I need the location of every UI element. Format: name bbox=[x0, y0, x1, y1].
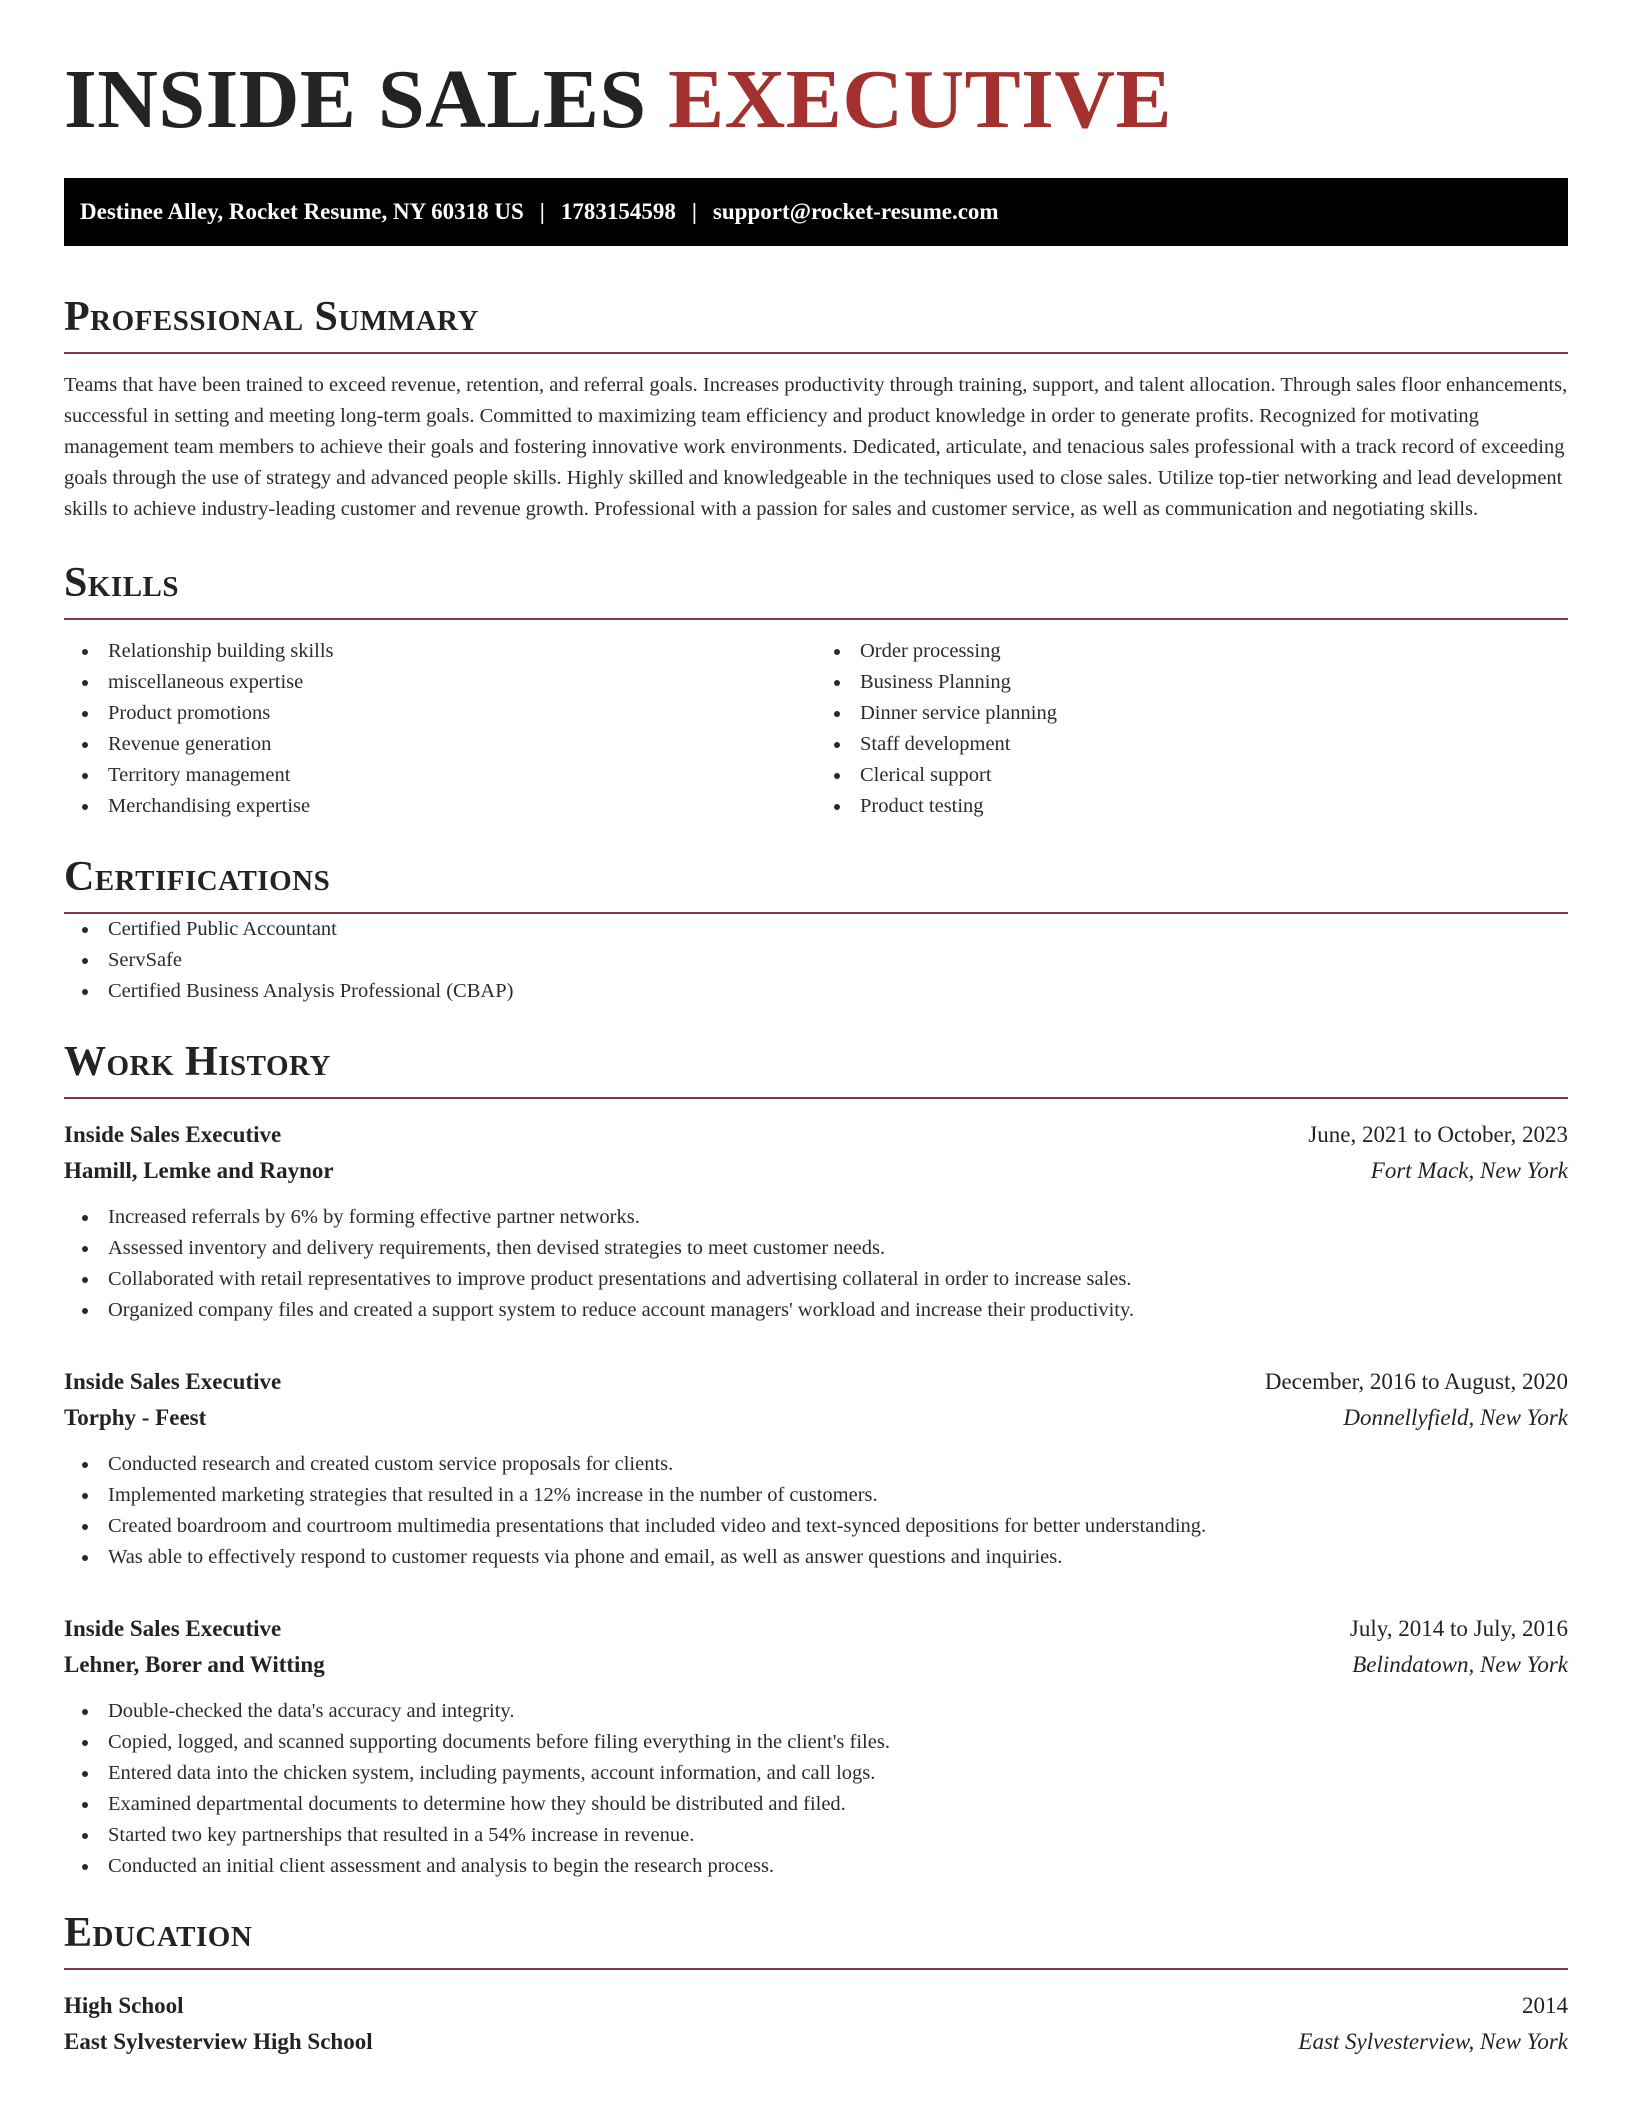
job-company-row bbox=[64, 1153, 1568, 1189]
job-title: Inside Sales Executive bbox=[64, 1616, 282, 1641]
education-location: East Sylvesterview, New York bbox=[1298, 2029, 1568, 2054]
job-dates: December, 2016 to August, 2020 bbox=[1264, 1369, 1568, 1394]
job-bullet: Organized company files and created a support system to reduce account managers' workload and increase their productivity. bbox=[80, 1295, 1568, 1326]
job-bullet: Increased referrals by 6% by forming effective partner networks. bbox=[80, 1202, 1568, 1233]
summary-section bbox=[64, 296, 1568, 525]
contact-address: Destinee Alley, Rocket Resume, NY 60318 US bbox=[80, 199, 524, 224]
education-section bbox=[64, 1912, 1568, 2060]
job-company: Torphy - Feest bbox=[64, 1405, 207, 1430]
job-dates: July, 2014 to July, 2016 bbox=[1349, 1616, 1568, 1641]
contact-separator: | bbox=[539, 199, 545, 224]
job-bullet: Collaborated with retail representatives to improve product presentations and advertising collateral in order to increase sales. bbox=[80, 1264, 1568, 1295]
work-history-section bbox=[64, 1041, 1568, 1882]
contact-separator: | bbox=[691, 199, 697, 224]
resume-title bbox=[64, 53, 1568, 146]
job-company: Hamill, Lemke and Raynor bbox=[64, 1158, 334, 1183]
job-bullet: Created boardroom and courtroom multimedia presentations that included video and text-synced depositions for better understanding. bbox=[80, 1511, 1568, 1542]
skill-item: Clerical support bbox=[832, 760, 1568, 791]
contact-email: support@rocket-resume.com bbox=[712, 199, 999, 224]
skill-item: Relationship building skills bbox=[80, 636, 816, 667]
job-entry bbox=[64, 1117, 1568, 1326]
summary-heading: Professional Summary bbox=[64, 296, 1568, 354]
job-bullet: Entered data into the chicken system, including payments, account information, and call logs. bbox=[80, 1758, 1568, 1789]
job-bullet: Was able to effectively respond to customer requests via phone and email, as well as answer questions and inquiries. bbox=[80, 1542, 1568, 1573]
education-heading: Education bbox=[64, 1912, 1568, 1970]
job-bullets bbox=[64, 1202, 1568, 1326]
work-history-heading: Work History bbox=[64, 1041, 1568, 1099]
skills-grid bbox=[64, 636, 1568, 822]
skill-item: Merchandising expertise bbox=[80, 791, 816, 822]
education-entry bbox=[64, 1988, 1568, 2060]
job-title: Inside Sales Executive bbox=[64, 1369, 282, 1394]
job-entry bbox=[64, 1611, 1568, 1882]
certifications-heading: Certifications bbox=[64, 856, 1568, 914]
job-entry bbox=[64, 1364, 1568, 1573]
job-dates: June, 2021 to October, 2023 bbox=[1308, 1122, 1568, 1147]
education-year: 2014 bbox=[1522, 1993, 1568, 2018]
job-header-row bbox=[64, 1364, 1568, 1400]
job-bullet: Started two key partnerships that resulted in a 54% increase in revenue. bbox=[80, 1820, 1568, 1851]
job-bullets bbox=[64, 1696, 1568, 1882]
skill-item: Staff development bbox=[832, 729, 1568, 760]
education-school: East Sylvesterview High School bbox=[64, 2029, 373, 2054]
job-title: Inside Sales Executive bbox=[64, 1122, 282, 1147]
job-bullet: Copied, logged, and scanned supporting documents before filing everything in the client's files. bbox=[80, 1727, 1568, 1758]
job-company-row bbox=[64, 1400, 1568, 1436]
skills-section bbox=[64, 562, 1568, 822]
education-degree: High School bbox=[64, 1993, 184, 2018]
job-bullet: Examined departmental documents to determine how they should be distributed and filed. bbox=[80, 1789, 1568, 1820]
certification-item: Certified Public Accountant bbox=[80, 914, 1568, 945]
job-header-row bbox=[64, 1117, 1568, 1153]
skills-heading: Skills bbox=[64, 562, 1568, 620]
job-bullet: Assessed inventory and delivery requirements, then devised strategies to meet customer needs. bbox=[80, 1233, 1568, 1264]
skills-list-left bbox=[64, 636, 816, 822]
certification-item: ServSafe bbox=[80, 945, 1568, 976]
skills-list-right bbox=[816, 636, 1568, 822]
summary-text: Teams that have been trained to exceed revenue, retention, and referral goals. Increases productivity through training, support, and talent allocation. Through sales floor enhancements, successful in setting and meeting long-term goals. Committed to maximizing team efficiency and product knowledge in order to generate profits. Recognized for motivating management team members to achieve their goals and fostering innovative work environments. Dedicated, articulate, and tenacious sales professional with a track record of exceeding goals through the use of strategy and advanced people skills. Highly skilled and knowledgeable in the techniques used to close sales. Utilize top-tier networking and lead development skills to achieve industry-leading customer and revenue growth. Professional with a passion for sales and customer service, as well as communication and negotiating skills. bbox=[64, 374, 1568, 520]
skill-item: Product testing bbox=[832, 791, 1568, 822]
certification-item: Certified Business Analysis Professional (CBAP) bbox=[80, 976, 1568, 1007]
job-bullets bbox=[64, 1449, 1568, 1573]
job-header-row bbox=[64, 1611, 1568, 1647]
resume-page bbox=[64, 0, 1568, 2060]
job-company: Lehner, Borer and Witting bbox=[64, 1652, 325, 1677]
title-accent: EXECUTIVE bbox=[668, 53, 1173, 146]
skill-item: miscellaneous expertise bbox=[80, 667, 816, 698]
skill-item: Order processing bbox=[832, 636, 1568, 667]
job-bullet: Conducted an initial client assessment and analysis to begin the research process. bbox=[80, 1851, 1568, 1882]
job-location: Fort Mack, New York bbox=[1370, 1158, 1568, 1183]
job-company-row bbox=[64, 1647, 1568, 1683]
job-bullet: Conducted research and created custom service proposals for clients. bbox=[80, 1449, 1568, 1480]
contact-bar bbox=[64, 178, 1568, 246]
job-bullet: Double-checked the data's accuracy and integrity. bbox=[80, 1696, 1568, 1727]
skill-item: Territory management bbox=[80, 760, 816, 791]
education-school-row bbox=[64, 2024, 1568, 2060]
education-header-row bbox=[64, 1988, 1568, 2024]
skill-item: Revenue generation bbox=[80, 729, 816, 760]
skill-item: Product promotions bbox=[80, 698, 816, 729]
job-location: Donnellyfield, New York bbox=[1343, 1405, 1568, 1430]
job-bullet: Implemented marketing strategies that resulted in a 12% increase in the number of customers. bbox=[80, 1480, 1568, 1511]
certifications-section bbox=[64, 856, 1568, 1007]
skill-item: Business Planning bbox=[832, 667, 1568, 698]
certifications-list bbox=[64, 914, 1568, 1007]
contact-phone: 1783154598 bbox=[560, 199, 676, 224]
title-primary: INSIDE SALES bbox=[64, 53, 647, 146]
skill-item: Dinner service planning bbox=[832, 698, 1568, 729]
job-location: Belindatown, New York bbox=[1352, 1652, 1568, 1677]
